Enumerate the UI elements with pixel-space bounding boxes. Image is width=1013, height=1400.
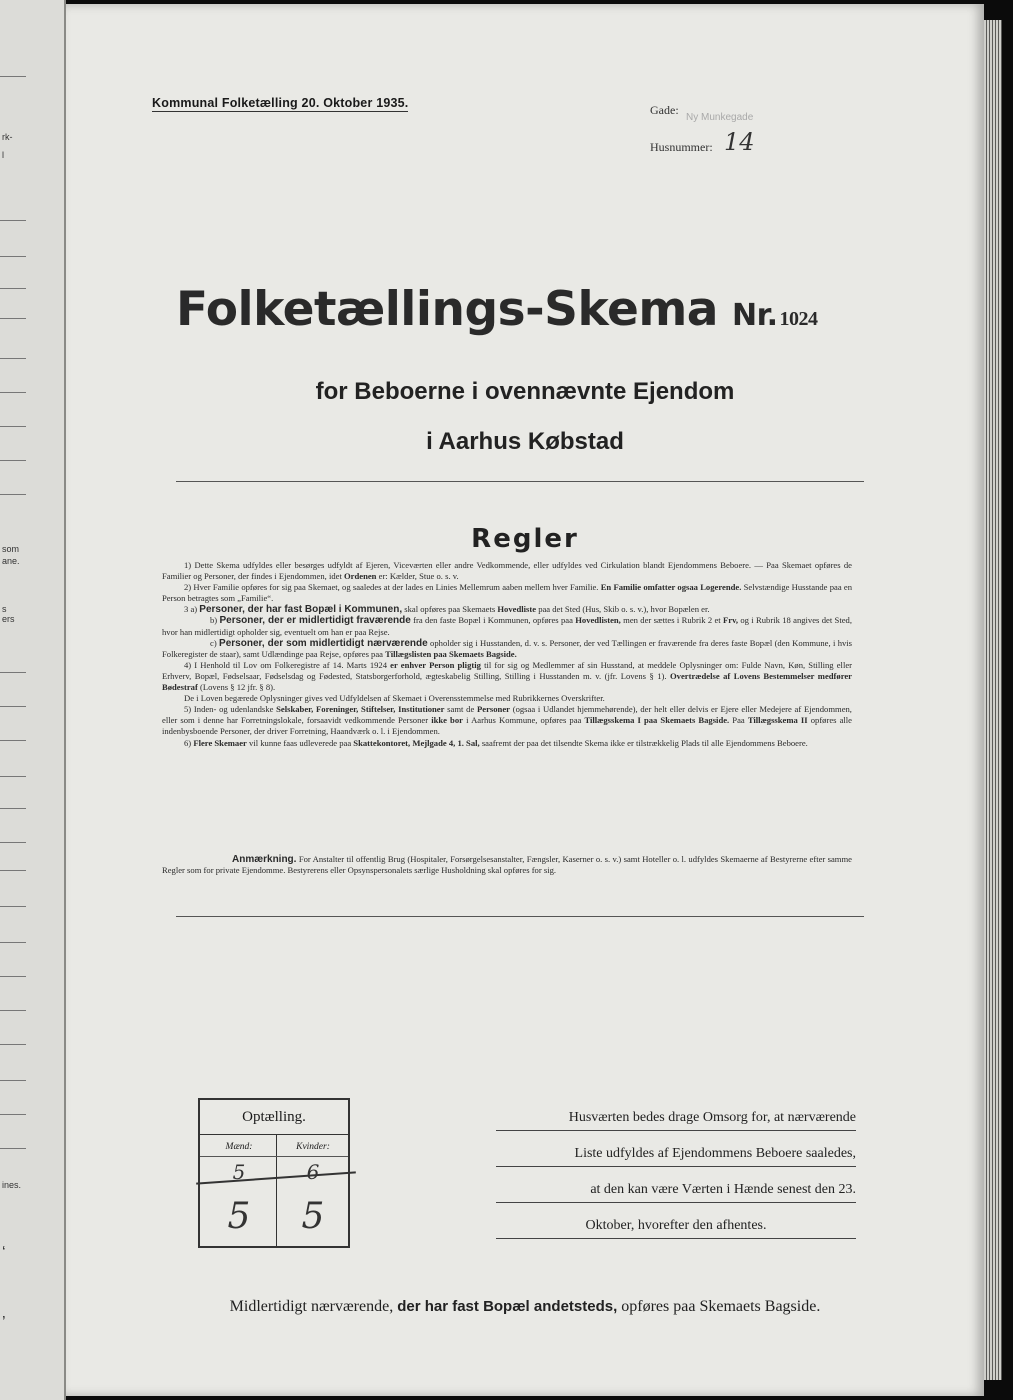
- street-value: Ny Munkegade: [686, 112, 754, 123]
- street-label: Gade:: [650, 103, 679, 117]
- text-fragment: Tillægsskema I paa Skemaets Bagside.: [584, 715, 730, 726]
- text-fragment: 2) Hver Familie opføres for sig paa Skemaet, og saaledes at der lades en Linies Mellemrum aaben mellem hver Familie.: [184, 582, 599, 593]
- text-fragment: ikke bor: [431, 715, 463, 726]
- rule-4: [162, 660, 852, 693]
- adjacent-page-fragment: ane.: [2, 556, 20, 566]
- text-fragment: 3 a): [184, 604, 198, 615]
- text-fragment: er: Kælder, Stue o. s. v.: [378, 571, 459, 582]
- adjacent-page-fragment: l: [2, 150, 4, 160]
- text-fragment: Flere Skemaer: [193, 737, 247, 748]
- house-number-label: Husnummer:: [650, 140, 713, 154]
- men-count-crossed: 5: [232, 1160, 246, 1184]
- form-number-value: 1024: [779, 308, 818, 330]
- form-subtitle-city: i Aarhus Købstad: [426, 428, 624, 455]
- remark-paragraph: [162, 854, 852, 876]
- text-fragment: saafremt der paa det tilsendte Skema ikke er tilstrækkelig Plads til alle Ejendommens Beboere.: [481, 737, 808, 748]
- text-fragment: Skattekontoret, Mejlgade 4, 1. Sal,: [353, 737, 480, 748]
- adjacent-page-fragment: som: [2, 544, 20, 554]
- text-fragment: c): [210, 637, 217, 648]
- text-fragment: Personer: [477, 704, 510, 715]
- census-header-title: Kommunal Folketælling 20. Oktober 1935.: [152, 96, 409, 110]
- footer-note: [66, 1298, 984, 1316]
- count-box: [198, 1098, 350, 1248]
- adjacent-page-fragment: ‘: [2, 1244, 6, 1261]
- text-fragment: 5) Inden- og udenlandske: [184, 704, 274, 715]
- page-edges: [984, 20, 1002, 1380]
- text-fragment: opføres alle indenbysboende Personer, der driver Forretning, Haandværk o. l. i Ejendommen.: [162, 715, 852, 737]
- text-fragment: og i Rubrik 18 angives det Sted, hvor han midlertidigt opholder sig, eventuelt om han er paa Rejse.: [162, 615, 852, 637]
- divider: [176, 916, 864, 917]
- text-fragment: samt de: [447, 704, 475, 715]
- text-fragment: Tillægslisten paa Skemaets Bagside.: [385, 648, 517, 659]
- text-fragment: til for sig og Medlemmer af sin Husstand, at meddele Oplysninger om: Fulde Navn, Køn, Stilling eller Erhverv, Bopæl, Fødselsaar, Fødselsdag og Fødested, Statsborgerforhold, ægteskabelig Stilling, Stilling i Husstanden m. v. (jfr. Lovens § 1).: [162, 659, 853, 681]
- adjacent-page-fragment: ers: [2, 614, 15, 624]
- text-fragment: Hovedlisten,: [575, 615, 621, 626]
- rule-3c: [162, 638, 852, 660]
- text-fragment: (ogsaa i Udlandet hjemmehørende), der helt eller delvis er Ejere eller Medejere af Ejendommen, eller som i denne har Forretningslokale, forsaavidt vedkommende Personer: [162, 704, 852, 726]
- house-number-value: 14: [724, 128, 755, 156]
- text-fragment: opholder sig i Husstanden, d. v. s. Personer, der ved Tællingen er fraværende fra deres faste Bopæl (den Kommune, i hvis Folkeregister de staar), samt Udlændinge paa Rejse, opføres paa: [162, 637, 853, 659]
- men-count: 5: [227, 1196, 251, 1237]
- rule-2: [162, 582, 852, 604]
- text-fragment: Frv,: [723, 615, 739, 626]
- text-fragment: Personer, der har fast Bopæl i Kommunen,: [199, 604, 403, 616]
- text-fragment: Midlertidigt nærværende,: [229, 1298, 394, 1315]
- text-fragment: skal opføres paa Skemaets: [404, 604, 496, 615]
- text-fragment: Personer, der er midlertidigt fraværende: [219, 615, 411, 627]
- text-fragment: Personer, der som midlertidigt nærværende: [219, 637, 428, 649]
- rule-1: [162, 560, 852, 582]
- rules-heading: Regler: [471, 524, 579, 554]
- census-form-page: [66, 4, 984, 1396]
- text-fragment: 6): [184, 737, 192, 748]
- text-fragment: Hovedliste: [497, 604, 537, 615]
- landlord-instructions: [496, 1106, 856, 1250]
- women-count: 5: [301, 1196, 325, 1237]
- rule-3a: [162, 604, 852, 615]
- count-box-title: Optælling.: [200, 1100, 348, 1135]
- text-fragment: vil kunne faas udleverede paa: [249, 737, 352, 748]
- text-fragment: (Lovens § 12 jfr. § 8).: [199, 682, 276, 693]
- adjacent-page-fragment: ines.: [2, 1180, 22, 1190]
- text-fragment: b): [210, 615, 218, 626]
- text-fragment: der har fast Bopæl andetsteds,: [397, 1298, 618, 1315]
- landlord-line-4: Oktober, hvorefter den afhentes.: [496, 1214, 856, 1239]
- text-fragment: paa det Sted (Hus, Skib o. s. v.), hvor Bopælen er.: [538, 604, 710, 615]
- remark-label: Anmærkning.: [232, 854, 297, 865]
- rule-4-note: De i Loven begærede Oplysninger gives ved Udfyldelsen af Skemaet i Overensstemmelse med Rubrikkernes Overskrifter.: [184, 693, 605, 704]
- text-fragment: Overtrædelse af Lovens Bestemmelser medfører Bødestraf: [162, 670, 852, 693]
- women-label: Kvinder:: [296, 1142, 330, 1152]
- text-fragment: Paa: [732, 715, 745, 726]
- text-fragment: i Aarhus Kommune, opføres paa: [466, 715, 582, 726]
- text-fragment: Selvstændige Husstande paa en Person betragtes som „Familie“.: [162, 582, 853, 604]
- text-fragment: 1) Dette Skema udfyldes eller besørges udfyldt af Ejeren, Viceværten eller andre Vedkommende, eller udfyldes ved Cirkulation blandt Ejendommens Beboere. — Paa Skemaet opføres de Familier og Personer, der findes i Ejendommen, idet: [162, 560, 852, 582]
- adjacent-page-strip: [0, 0, 66, 1400]
- form-subtitle-residents: for Beboerne i ovennævnte Ejendom: [315, 378, 735, 405]
- landlord-line-1: Husværten bedes drage Omsorg for, at nærværende: [496, 1106, 856, 1131]
- text-fragment: er enhver Person pligtig: [390, 659, 481, 670]
- landlord-line-2: Liste udfyldes af Ejendommens Beboere saaledes,: [496, 1142, 856, 1167]
- text-fragment: opføres paa Skemaets Bagside.: [621, 1298, 821, 1315]
- rules-text: [162, 560, 852, 749]
- text-fragment: fra den faste Bopæl i Kommunen, opføres paa: [413, 615, 573, 626]
- men-label: Mænd:: [225, 1142, 253, 1152]
- text-fragment: men der sættes i Rubrik 2 et: [623, 615, 721, 626]
- rule-6: [162, 738, 852, 749]
- form-title: [176, 282, 818, 337]
- form-number-label: Nr.: [732, 298, 778, 333]
- remark-text: For Anstalter til offentlig Brug (Hospitaler, Forsørgelsesanstalter, Fængsler, Kaserner o. s. v.) samt Hoteller o. l. udfyldes Skemaerne af Bestyrerne efter samme Regler som for private Ejendomme. Bestyrerens eller Opsynspersonalets særlige Husholdning skal opføres for sig.: [162, 854, 852, 876]
- rule-5: [162, 704, 852, 737]
- form-title-main: Folketællings-Skema: [176, 282, 719, 337]
- rule-3b: [162, 615, 852, 637]
- adjacent-page-fragment: rk-: [2, 132, 13, 142]
- adjacent-page-fragment: s: [2, 604, 7, 614]
- women-count-crossed: 6: [306, 1160, 320, 1184]
- adjacent-page-fragment: ’: [2, 1314, 6, 1331]
- text-fragment: Tillægsskema II: [747, 715, 808, 726]
- text-fragment: En Familie omfatter ogsaa Logerende.: [600, 582, 742, 593]
- text-fragment: Selskaber, Foreninger, Stiftelser, Institutioner: [276, 704, 445, 715]
- text-fragment: Ordenen: [344, 571, 377, 582]
- divider: [176, 481, 864, 482]
- landlord-line-3: at den kan være Værten i Hænde senest den 23.: [496, 1178, 856, 1203]
- text-fragment: 4) I Henhold til Lov om Folkeregistre af 14. Marts 1924: [184, 659, 388, 670]
